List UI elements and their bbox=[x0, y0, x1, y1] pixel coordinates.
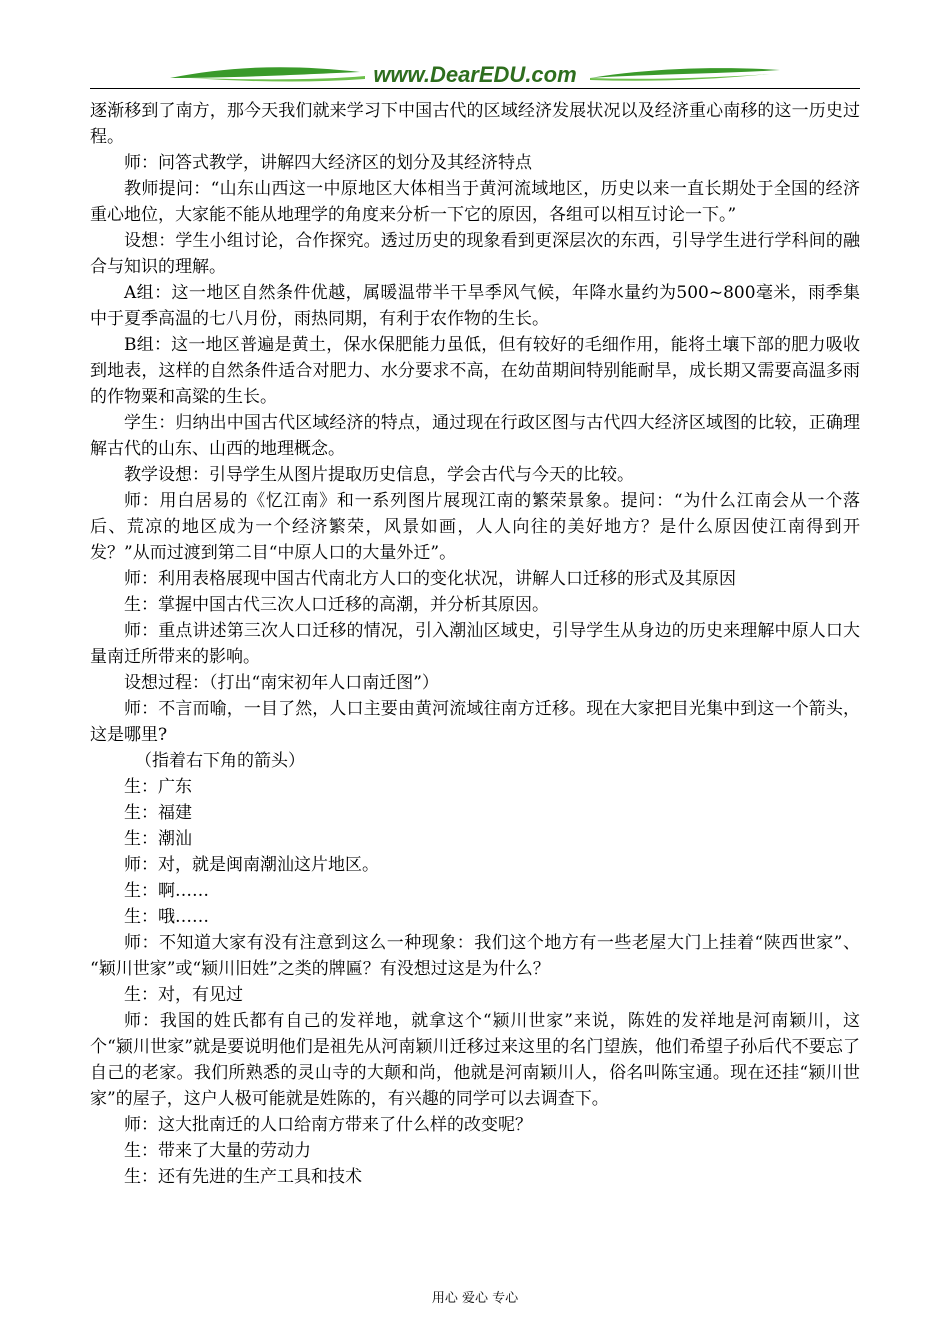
paragraph: （指着右下角的箭头） bbox=[135, 751, 305, 771]
paragraph: B组：这一地区普遍是黄土，保水保肥能力虽低，但有较好的毛细作用，能将土壤下部的肥力吸收到地表，这样的自然条件适合对肥力、水分要求不高，在幼苗期间特别能耐旱，成长期又需要高温多雨的作物粟和高粱的生长。 bbox=[90, 335, 860, 407]
paragraph: 师：不知道大家有没有注意到这么一种现象：我们这个地方有一些老屋大门上挂着“陕西世家”、 “颖川世家”或“颍川旧姓”之类的牌匾？有没想过这是为什么？ bbox=[90, 933, 860, 979]
paragraph: 师：对，就是闽南潮汕这片地区。 bbox=[124, 855, 379, 875]
left-swoosh-icon bbox=[170, 67, 360, 78]
paragraph: 生：广东 bbox=[124, 777, 192, 797]
paragraph: 逐渐移到了南方，那今天我们就来学习下中国古代的区域经济发展状况以及经济重心南移的这一历史过程。 bbox=[90, 101, 860, 147]
paragraph: 生：福建 bbox=[124, 803, 192, 823]
paragraph: 师：这大批南迁的人口给南方带来了什么样的改变呢？ bbox=[124, 1115, 532, 1135]
paragraph: 师：利用表格展现中国古代南北方人口的变化状况，讲解人口迁移的形式及其原因 bbox=[124, 569, 736, 589]
paragraph: 师：用白居易的《忆江南》和一系列图片展现江南的繁荣景象。提问：“为什么江南会从一个落后、荒凉的地区成为一个经济繁荣，风景如画，人人向往的美好地方？是什么原因使江南得到开发？”从而过渡到第二目“中原人口的大量外迁”。 bbox=[90, 491, 860, 563]
page-footer: 用心 爱心 专心 bbox=[431, 1291, 519, 1306]
paragraph: 师：问答式教学，讲解四大经济区的划分及其经济特点 bbox=[124, 153, 532, 173]
paragraph: 师：我国的姓氏都有自己的发祥地，就拿这个“颍川世家”来说，陈姓的发祥地是河南颖川，这个“颍川世家”就是要说明他们是祖先从河南颖川迁移过来这里的名门望族，他们希望子孙后代不要忘了自己的老家。我们所熟悉的灵山寺的大颠和尚，他就是河南颖川人，俗名叫陈宝通。现在还挂“颍川世家”的屋子，这户人极可能就是姓陈的，有兴趣的同学可以去调查下。 bbox=[90, 1011, 860, 1109]
document-body bbox=[90, 98, 860, 1190]
paragraph: 生：哦…… bbox=[124, 907, 209, 927]
paragraph: 设想：学生小组讨论，合作探究。透过历史的现象看到更深层次的东西，引导学生进行学科间的融合与知识的理解。 bbox=[90, 231, 860, 277]
paragraph: 教学设想：引导学生从图片提取历史信息，学会古代与今天的比较。 bbox=[124, 465, 634, 485]
paragraph: A组：这一地区自然条件优越，属暖温带半干旱季风气候，年降水量约为500~800毫米，雨季集中于夏季高温的七八月份，雨热同期，有利于农作物的生长。 bbox=[90, 283, 860, 329]
right-swoosh-icon bbox=[590, 68, 780, 78]
paragraph: 学生：归纳出中国古代区域经济的特点，通过现在行政区图与古代四大经济区域图的比较，正确理解古代的山东、山西的地理概念。 bbox=[90, 413, 860, 459]
header-divider bbox=[90, 88, 860, 89]
paragraph: 生：掌握中国古代三次人口迁移的高潮，并分析其原因。 bbox=[124, 595, 549, 615]
paragraph: 生：啊…… bbox=[124, 881, 209, 901]
paragraph: 设想过程：（打出“南宋初年人口南迁图”） bbox=[124, 673, 439, 693]
paragraph: 生：还有先进的生产工具和技术 bbox=[124, 1167, 362, 1187]
paragraph: 师：重点讲述第三次人口迁移的情况，引入潮汕区域史，引导学生从身边的历史来理解中原人口大量南迁所带来的影响。 bbox=[90, 621, 860, 667]
paragraph: 师：不言而喻，一目了然，人口主要由黄河流域往南方迁移。现在大家把目光集中到这一个箭头，这是哪里? bbox=[90, 699, 860, 745]
paragraph: 教师提问：“山东山西这一中原地区大体相当于黄河流域地区，历史以来一直长期处于全国的经济重心地位，大家能不能从地理学的角度来分析一下它的原因，各组可以相互讨论一下。” bbox=[90, 179, 860, 225]
paragraph: 生：潮汕 bbox=[124, 829, 192, 849]
paragraph: 生：对，有见过 bbox=[124, 985, 243, 1005]
paragraph: 生：带来了大量的劳动力 bbox=[124, 1141, 311, 1161]
logo-text: www.DearEDU.com bbox=[373, 62, 577, 87]
header-logo bbox=[90, 58, 860, 90]
header-banner bbox=[90, 58, 860, 90]
